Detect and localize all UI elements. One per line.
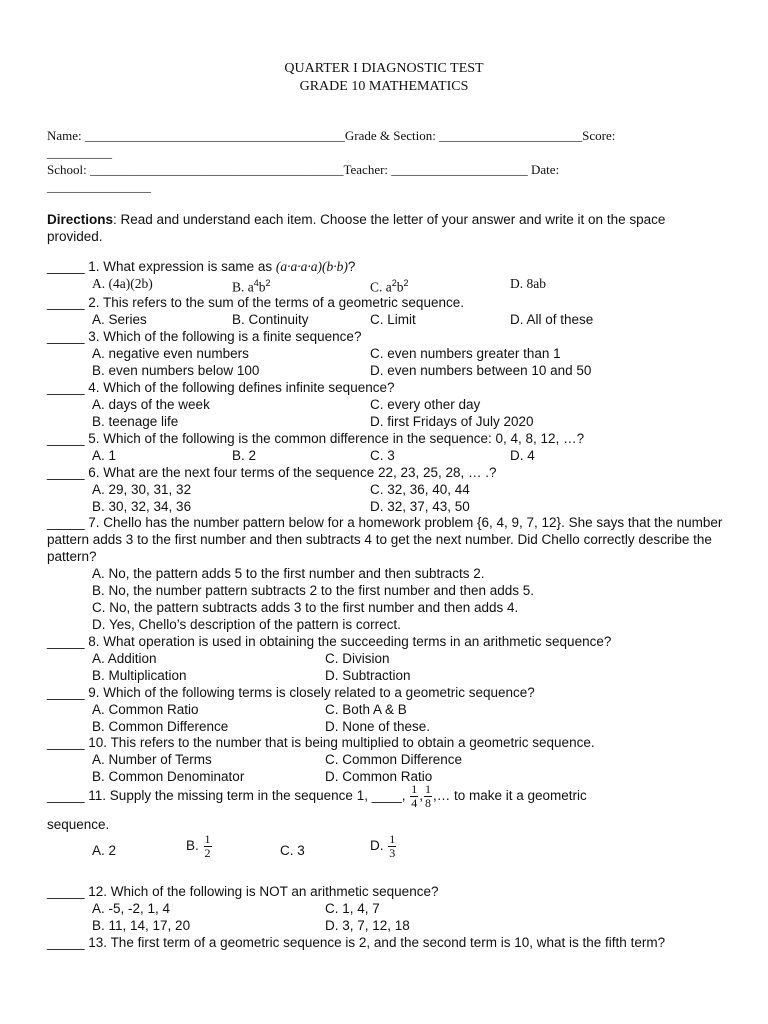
q1-option-b: B. $a^4b^2$ [232,278,271,295]
q4-option-d: D. first Fridays of July 2020 [370,414,534,429]
q3-option-d: D. even numbers between 10 and 50 [370,363,592,378]
q6-option-a: A. 29, 30, 31, 32 [92,482,192,497]
q11-option-c: C. 3 [280,843,305,858]
question-12: _____ 12. Which of the following is NOT an arithmetic sequence? [47,884,439,899]
name-grade-score-line: Name: ________________________________________Grade & Section: ______________________Score: [47,128,616,143]
q6-option-d: D. 32, 37, 43, 50 [370,499,470,514]
q7-option-b: B. No, the number pattern subtracts 2 to the first number and then adds 5. [92,583,534,598]
score-blank: __________ [47,145,112,160]
q10-option-c: C. Common Difference [325,752,463,767]
q11-tail: ,… to make it a geometric [433,788,587,804]
q11-continuation: sequence. [47,817,110,832]
test-subtitle: GRADE 10 MATHEMATICS [299,79,469,94]
q8-option-a: A. Addition [92,651,157,666]
q5-option-d: D. 4 [510,448,535,463]
q11-option-b: B. $\frac{1}{2}$ [186,832,211,860]
q8-option-b: B. Multiplication [92,668,187,683]
question-13: _____ 13. The first term of a geometric sequence is 2, and the second term is 10, what is the fifth term? [47,935,666,950]
q4-option-b: B. teenage life [92,414,179,429]
q3-option-b: B. even numbers below 100 [92,363,260,378]
q5-option-a: A. 1 [92,448,117,463]
q7-option-c: C. No, the pattern subtracts adds 3 to the first number and then adds 4. [92,600,519,615]
q1-option-c: C. $a^2b^2$ [370,278,409,295]
q11-fraction-2: $\frac{1}{8}$ [425,782,431,810]
q2-option-b: B. Continuity [232,312,309,327]
question-7: _____ 7. Chello has the number pattern below for a homework problem {6, 4, 9, 7, 12}. She says that the number pattern adds 3 to the first number and then subtracts 4 to get the next number. Did Chello correctly describe the pattern? [47,515,723,564]
q1-stem: _____ 1. What expression is same as [47,259,276,274]
q12-option-d: D. 3, 7, 12, 18 [325,918,410,933]
q1-option-a: A. (4a)(2b) [92,276,153,291]
q7-option-a: A. No, the pattern adds 5 to the first number and then subtracts 2. [92,566,485,581]
q12-option-a: A. -5, -2, 1, 4 [92,901,171,916]
question-9: _____ 9. Which of the following terms is closely related to a geometric sequence? [47,685,535,700]
directions [47,211,723,245]
q9-option-c: C. Both A & B [325,702,407,717]
q4-option-a: A. days of the week [92,397,210,412]
q7-option-d: D. Yes, Chello’s description of the pattern is correct. [92,617,401,632]
question-11: _____ 11. Supply the missing term in the sequence 1, ____, $\frac{1}{4}$ , $\frac{1}{8}$ ,… to make it a geometric [47,782,587,810]
q8-option-c: C. Division [325,651,390,666]
test-title: QUARTER I DIAGNOSTIC TEST [284,61,484,76]
q10-option-d: D. Common Ratio [325,769,433,784]
q12-option-c: C. 1, 4, 7 [325,901,380,916]
directions-label: Directions [47,212,114,227]
question-2: _____ 2. This refers to the sum of the terms of a geometric sequence. [47,295,464,310]
q10-option-b: B. Common Denominator [92,769,245,784]
q12-option-b: B. 11, 14, 17, 20 [92,918,191,933]
question-1 [47,258,355,275]
q1-end: ? [347,259,356,274]
q4-option-c: C. every other day [370,397,481,412]
q9-option-a: A. Common Ratio [92,702,199,717]
q1-option-d: D. 8ab [510,276,546,291]
q3-option-a: A. negative even numbers [92,346,249,361]
q6-option-b: B. 30, 32, 34, 36 [92,499,192,514]
q11-option-d: D. $\frac{1}{3}$ [370,832,396,860]
q5-option-b: B. 2 [232,448,257,463]
q2-option-a: A. Series [92,312,147,327]
q5-option-c: C. 3 [370,448,395,463]
date-blank: ________________ [47,179,151,194]
q9-option-d: D. None of these. [325,719,431,734]
directions-text: : Read and understand each item. Choose the letter of your answer and write it on the space provided. [47,212,666,244]
q6-option-c: C. 32, 36, 40, 44 [370,482,470,497]
q3-option-c: C. even numbers greater than 1 [370,346,561,361]
q11-stem: _____ 11. Supply the missing term in the sequence 1, ____, [47,788,410,804]
question-4: _____ 4. Which of the following defines infinite sequence? [47,380,395,395]
question-6: _____ 6. What are the next four terms of the sequence 22, 23, 25, 28, … .? [47,465,497,480]
q11-fraction-1: $\frac{1}{4}$ [411,782,418,810]
q2-option-c: C. Limit [370,312,416,327]
question-5: _____ 5. Which of the following is the common difference in the sequence: 0, 4, 8, 12, …? [47,431,585,446]
q8-option-d: D. Subtraction [325,668,411,683]
q11-option-a: A. 2 [92,843,117,858]
school-teacher-date-line: School: _______________________________________Teacher: _____________________ Date: [47,162,560,177]
question-8: _____ 8. What operation is used in obtaining the succeeding terms in an arithmetic sequence? [47,634,612,649]
q1-expression: (a·a·a·a)(b·b) [275,259,348,274]
question-3: _____ 3. Which of the following is a finite sequence? [47,329,362,344]
question-10: _____ 10. This refers to the number that is being multiplied to obtain a geometric sequence. [47,735,595,750]
q10-option-a: A. Number of Terms [92,752,212,767]
q2-option-d: D. All of these [510,312,594,327]
q9-option-b: B. Common Difference [92,719,229,734]
